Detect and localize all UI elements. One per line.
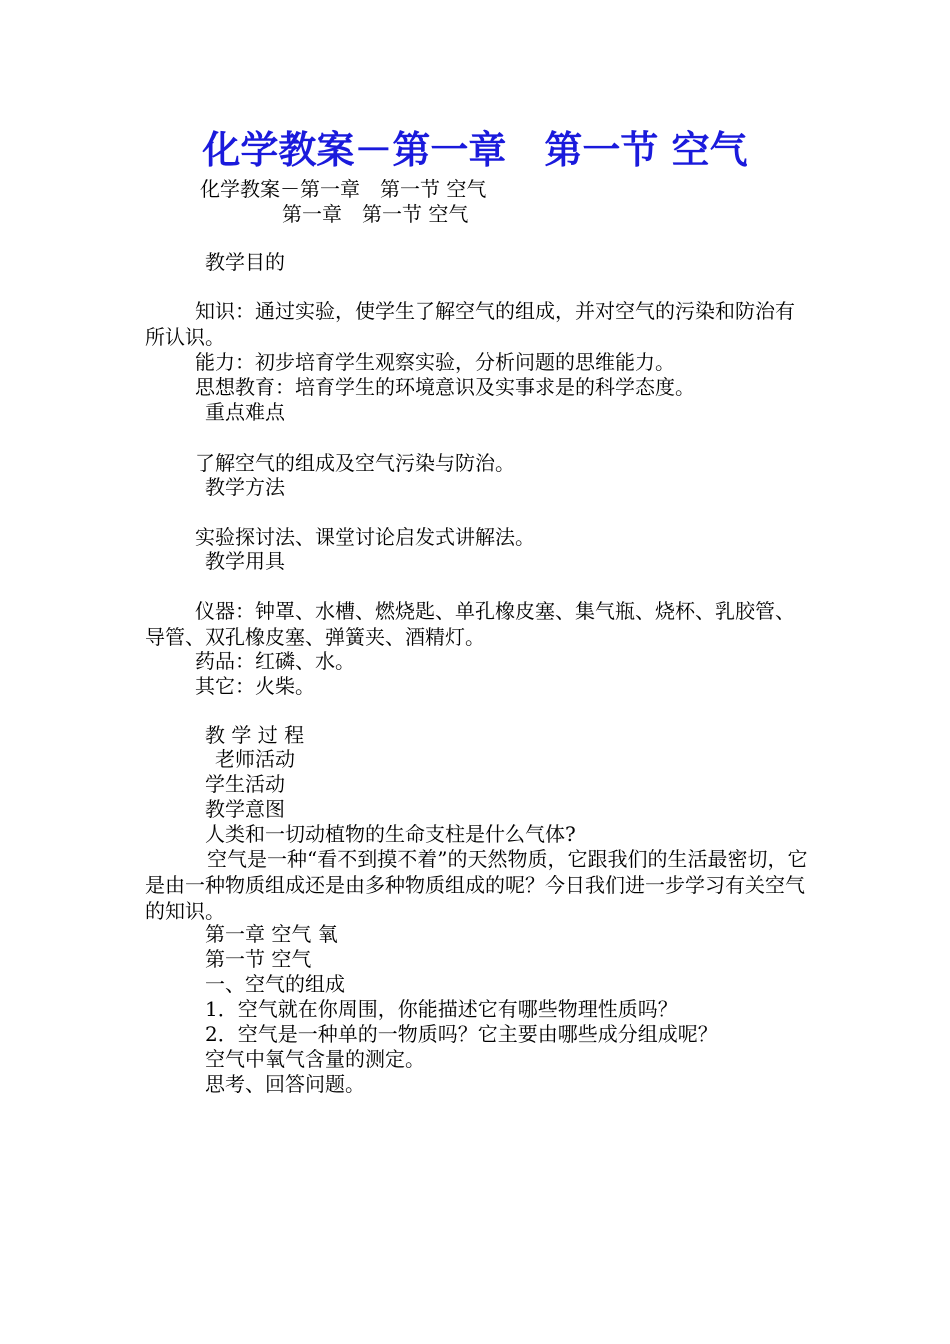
paragraph-instruments: 仪器：钟罩、水槽、燃烧匙、单孔橡皮塞、集气瓶、烧杯、乳胶管、导管、双孔橡皮塞、弹簧夹、酒精灯。	[145, 599, 795, 649]
question-two: 2．空气是一种单的一物质吗？它主要由哪些成分组成呢？	[205, 1022, 718, 1046]
label-teacher-activity: 老师活动	[215, 747, 295, 771]
paragraph-key-points: 了解空气的组成及空气污染与防治。	[195, 451, 515, 475]
paragraph-intro: 空气是一种“看不到摸不着”的天然物质，它跟我们的生活最密切，它是由一种物质组成还是由多种物质组成的呢？今日我们进一步学习有关空气的知识。	[145, 847, 808, 923]
label-teaching-intent: 教学意图	[205, 797, 285, 821]
paragraph-knowledge: 知识：通过实验，使学生了解空气的组成，并对空气的污染和防治有所认识。	[145, 299, 795, 349]
heading-part-one: 一、空气的组成	[205, 972, 345, 996]
paragraph-ability: 能力：初步培育学生观察实验，分析问题的思维能力。	[195, 350, 675, 374]
heading-chapter: 第一章 空气 氧	[205, 922, 338, 946]
label-student-activity: 学生活动	[205, 772, 285, 796]
question-one: 1．空气就在你周围，你能描述它有哪些物理性质吗？	[205, 997, 678, 1021]
heading-methods: 教学方法	[205, 475, 285, 499]
heading-teaching-goals: 教学目的	[205, 250, 285, 274]
heading-process: 教 学 过 程	[205, 723, 305, 747]
paragraph-methods: 实验探讨法、课堂讨论启发式讲解法。	[195, 525, 535, 549]
document-title: 化学教案－第一章 第一节 空气	[202, 128, 748, 172]
paragraph-ideology: 思想教育：培育学生的环境意识及实事求是的科学态度。	[195, 375, 695, 399]
paragraph-reagents: 药品：红磷、水。	[195, 649, 355, 673]
subtitle-chapter: 第一章 第一节 空气	[282, 202, 469, 226]
heading-section: 第一节 空气	[205, 947, 312, 971]
heading-tools: 教学用具	[205, 549, 285, 573]
paragraph-question-life-gas: 人类和一切动植物的生命支柱是什么气体?	[205, 822, 576, 846]
heading-key-points: 重点难点	[205, 400, 285, 424]
paragraph-others: 其它：火柴。	[195, 674, 315, 698]
subtitle-full: 化学教案－第一章 第一节 空气	[200, 177, 487, 201]
paragraph-think-answer: 思考、回答问题。	[205, 1072, 365, 1096]
paragraph-oxygen-measure: 空气中氧气含量的测定。	[205, 1047, 425, 1071]
